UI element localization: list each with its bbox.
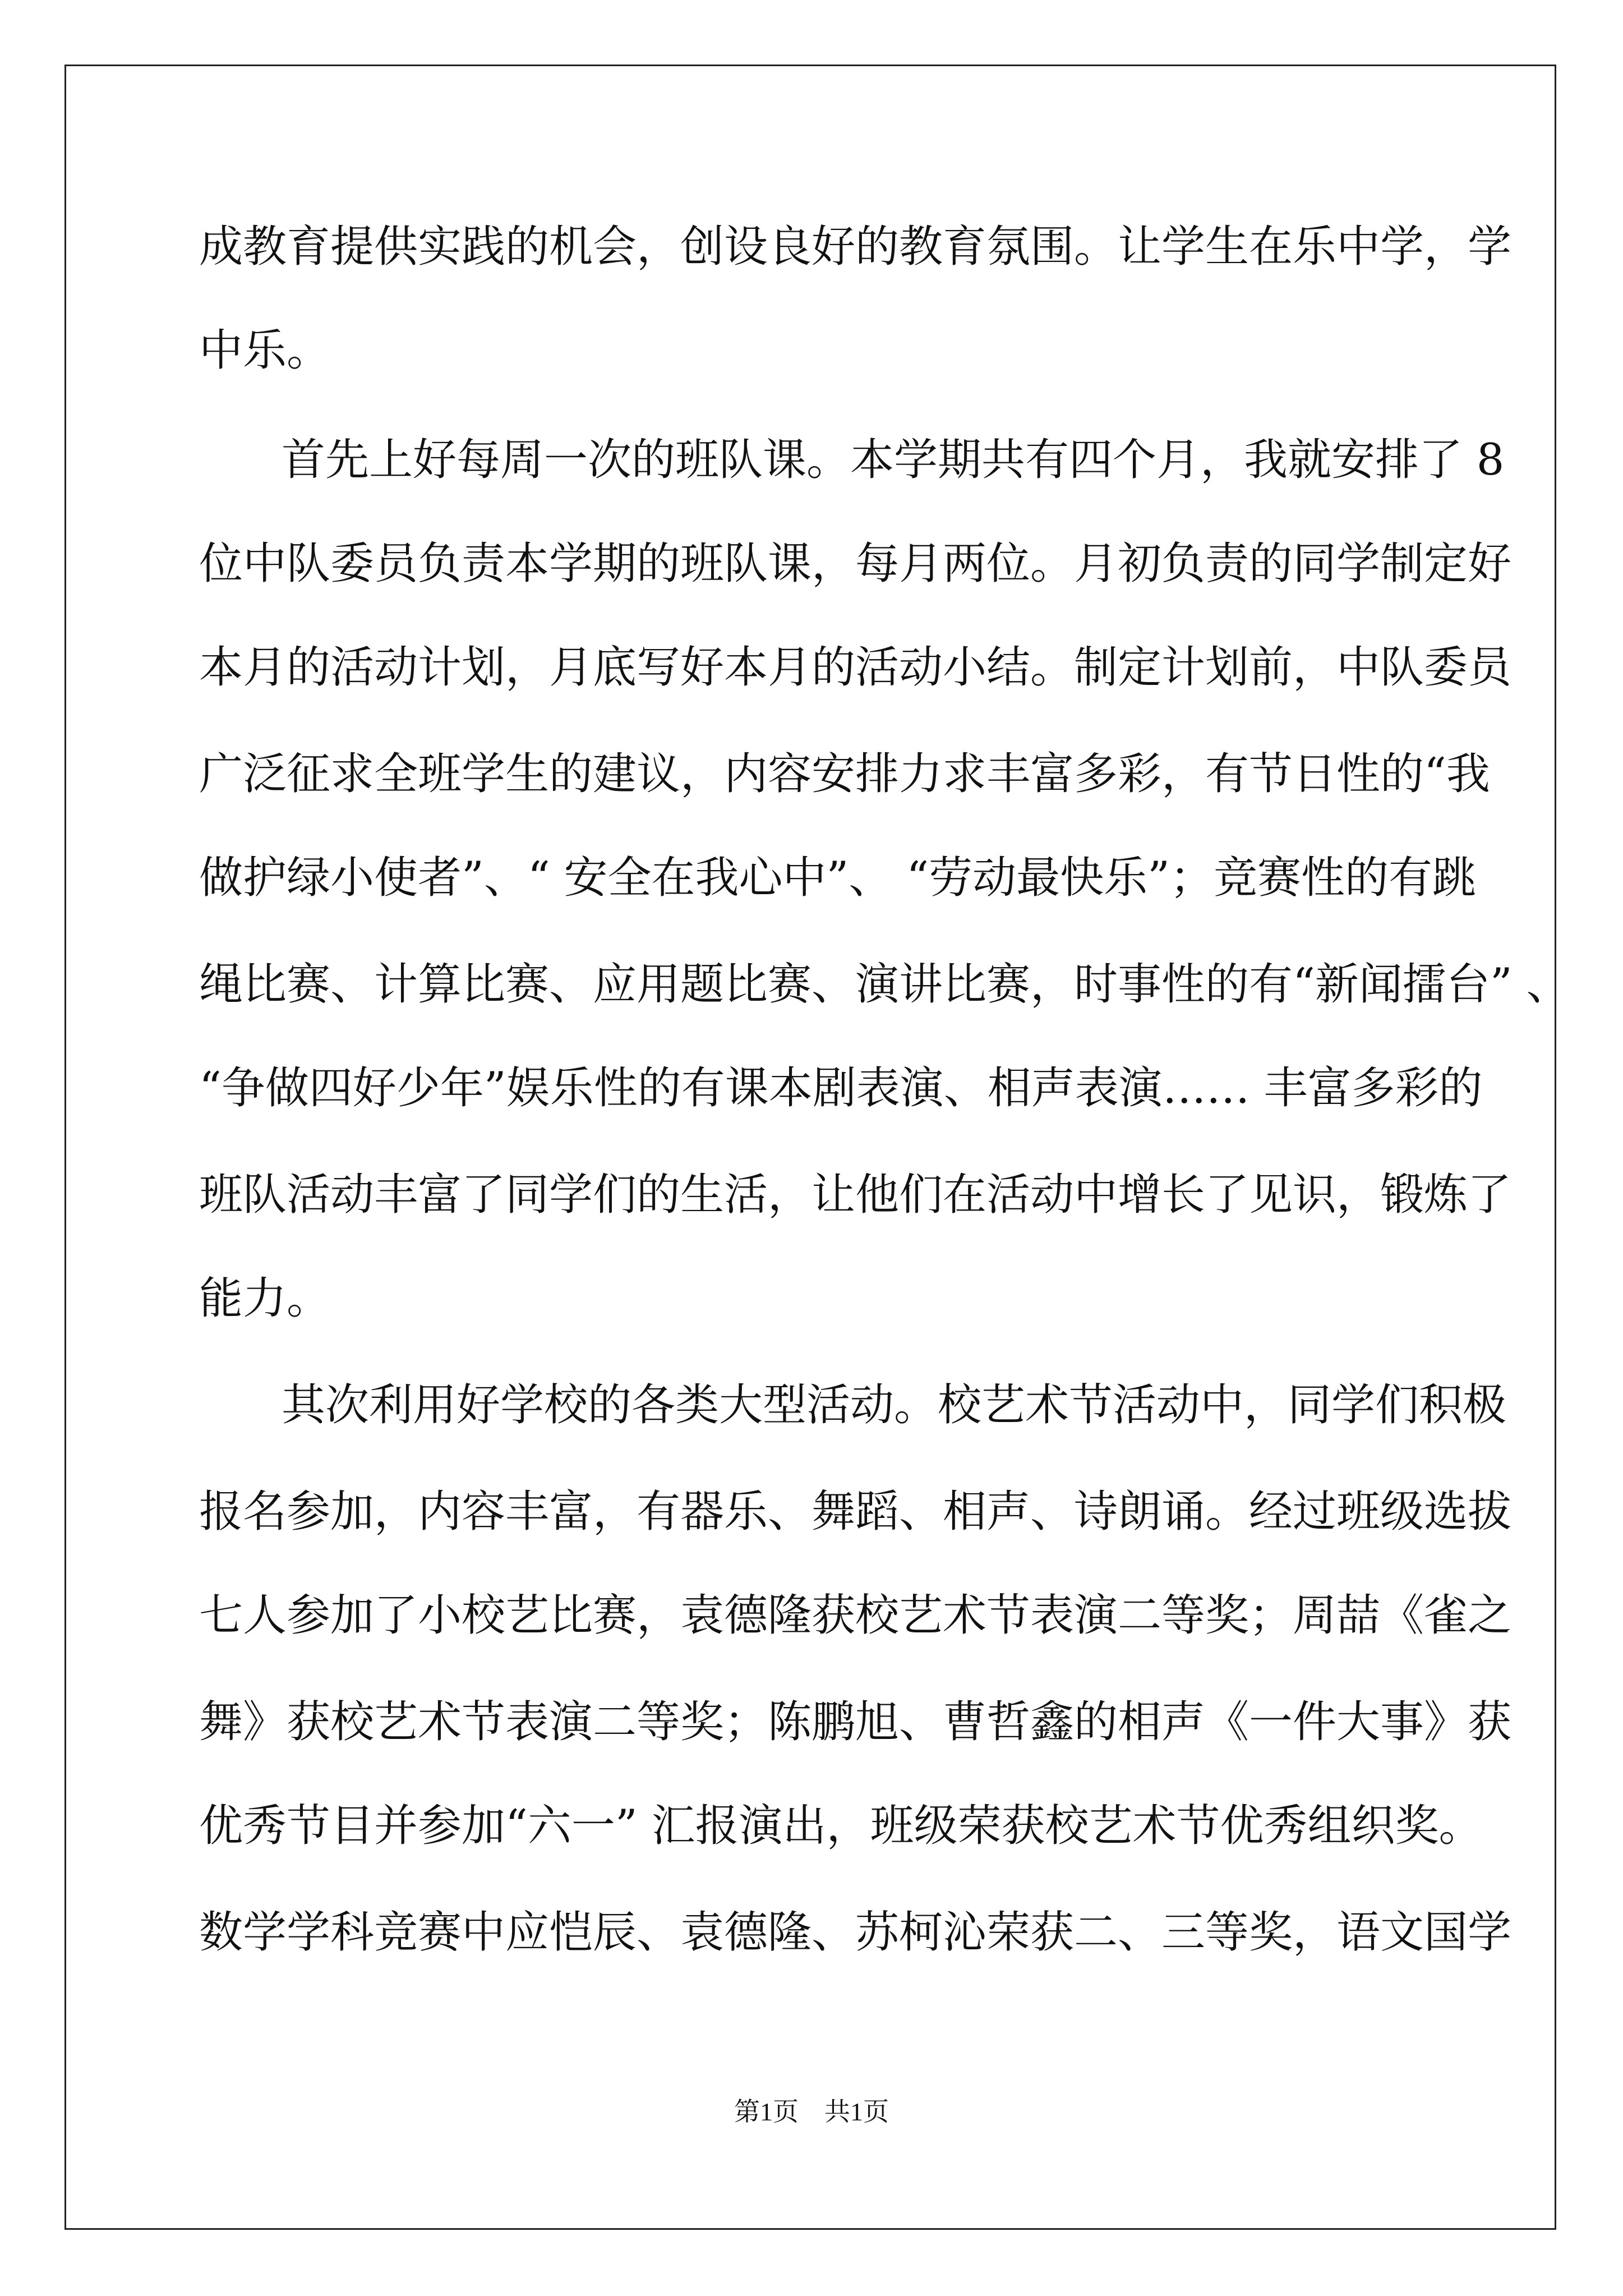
text-line-12: 其次利用好学校的各类大型活动。校艺术节活动中，同学们积极 xyxy=(282,1380,1507,1430)
text-line-8: 绳比赛、计算比赛、应用题比赛、演讲比赛，时事性的有“新闻擂台” 、 xyxy=(199,959,1570,1010)
text-line-17: 数学学科竞赛中应恺辰、袁德隆、苏柯沁荣获二、三等奖，语文国学 xyxy=(199,1907,1512,1958)
text-line-2: 中乐。 xyxy=(199,325,331,376)
text-line-13: 报名参加，内容丰富，有器乐、舞蹈、相声、诗朗诵。经过班级选拔 xyxy=(199,1487,1512,1537)
text-line-14: 七人参加了小校艺比赛，袁德隆获校艺术节表演二等奖；周喆《雀之 xyxy=(199,1590,1512,1641)
text-line-11: 能力。 xyxy=(199,1273,331,1324)
text-line-4: 位中队委员负责本学期的班队课，每月两位。月初负责的同学制定好 xyxy=(199,539,1512,589)
text-line-5: 本月的活动计划，月底写好本月的活动小结。制定计划前，中队委员 xyxy=(199,642,1512,693)
page-footer: 第1页 共1页 xyxy=(734,2097,889,2126)
text-line-16: 优秀节目并参加“六一” 汇报演出，班级荣获校艺术节优秀组织奖。 xyxy=(199,1801,1483,1851)
text-line-7: 做护绿小使者”、“ 安全在我心中”、 “劳动最快乐”；竞赛性的有跳 xyxy=(199,853,1476,903)
text-line-10: 班队活动丰富了同学们的生活，让他们在活动中增长了见识，锻炼了 xyxy=(199,1170,1512,1220)
text-line-15: 舞》获校艺术节表演二等奖；陈鹏旭、曹哲鑫的相声《一件大事》获 xyxy=(199,1697,1512,1747)
text-line-9: “争做四好少年”娱乐性的有课本剧表演、相声表演…… 丰富多彩的 xyxy=(199,1063,1483,1114)
text-line-1: 成教育提供实践的机会，创设良好的教育氛围。让学生在乐中学，学 xyxy=(199,222,1512,272)
text-line-6: 广泛征求全班学生的建议，内容安排力求丰富多彩，有节日性的“我 xyxy=(199,749,1490,799)
text-line-3: 首先上好每周一次的班队课。本学期共有四个月，我就安排了 8 xyxy=(282,435,1505,485)
